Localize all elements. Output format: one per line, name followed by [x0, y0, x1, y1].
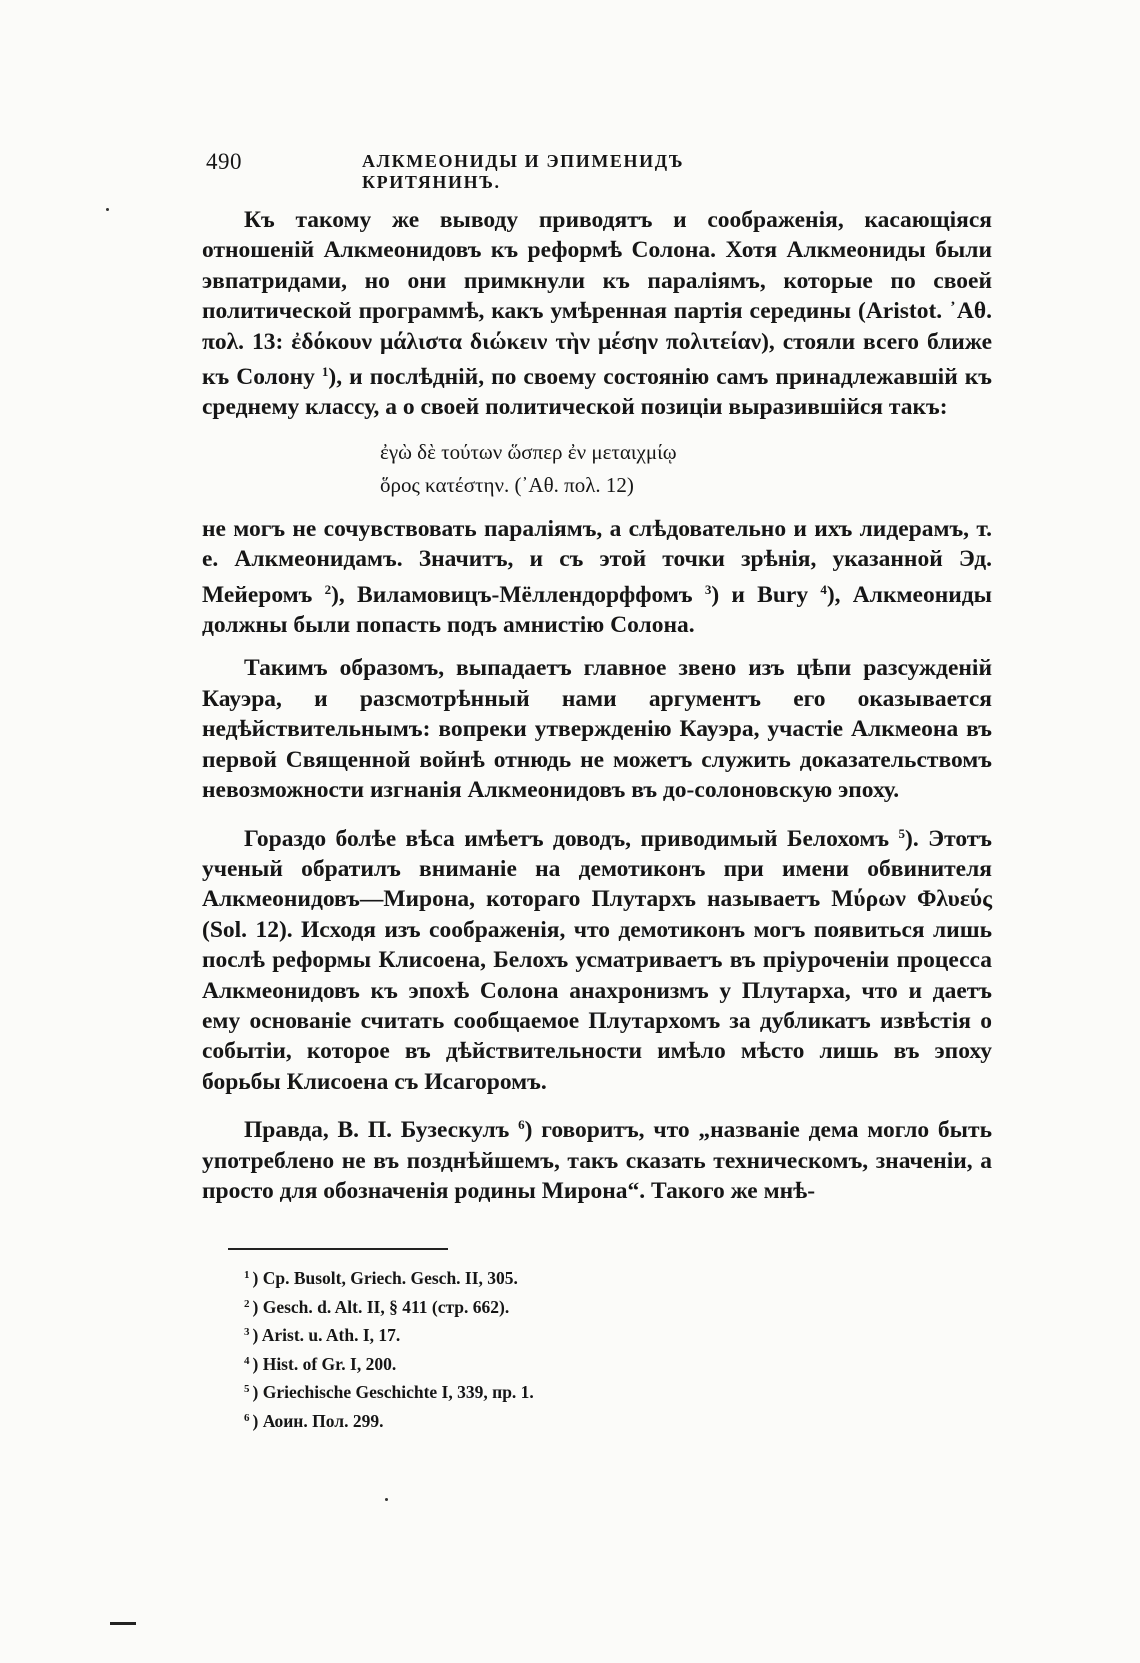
- footnote-ref-5[interactable]: 5: [898, 825, 906, 841]
- scan-margin-mark: [110, 1622, 136, 1625]
- footnote-1: $^1$ ) Ср. Busolt, Griech. Gesch. II, 305.: [244, 1268, 518, 1288]
- paragraph-2: не могъ не сочувствовать параліямъ, а слѣдовательно и ихъ лидерамъ, т. е. Алкмеонидамъ. Значитъ, и съ этой точки зрѣнія, указанной Эд. Мейеромъ $^2$), Виламовицъ-Мёллендорффомъ $^3$) и Bury $^4$), Алкмеониды должны были попасть подъ амнистію Солона.: [202, 515, 993, 639]
- footnote-2: $^2$ ) Gesch. d. Alt. II, § 411 (стр. 662).: [244, 1296, 510, 1317]
- footnote-ref-2[interactable]: 2: [324, 581, 332, 597]
- footnote-divider: [228, 1248, 448, 1250]
- paragraph-4: Гораздо болѣе вѣса имѣетъ доводъ, приводимый Белохомъ $^5$). Этотъ ученый обратилъ вниманіе на демотиконъ при имени обвинителя Алкмеонидовъ—Мирона, котораго Плутархъ называетъ Μύρων Φλυεύς (Sol. 12). Исходя изъ соображенія, что демотиконъ могъ появиться лишь послѣ реформы Клисоена, Белохъ усматриваетъ въ пріуроченіи процесса Алкмеонидовъ къ эпохѣ Солона анахронизмъ у Плутарха, что и даетъ ему основаніе считать сообщаемое Плутархомъ за дубликатъ извѣстія о событіи, которое въ дѣйствительности имѣло мѣсто лишь въ эпоху борьбы Клисоена съ Исагоромъ.: [202, 825, 993, 1095]
- footnote-6: $^6$ ) Аоин. Пол. 299.: [244, 1410, 384, 1431]
- main-text: [202, 205, 992, 1219]
- footnote-5: $^5$ ) Griechische Geschichte I, 339, пр. 1.: [244, 1382, 534, 1402]
- footnote-3: $^3$ ) Arist. u. Ath. I, 17.: [244, 1325, 401, 1345]
- paragraph-1: Къ такому же выводу приводятъ и соображенія, касающіяся отношеній Алкмеонидовъ къ реформѣ Солона. Хотя Алкмеониды были эвпатридами, но они примкнули къ параліямъ, которые по своей политической программѣ, какъ умѣренная партія середины (Aristot. ᾿Αθ. πολ. 13: ἐδόκουν μάλιστα διώκειν τὴν μέσην πολιτείαν), стояли всего ближе къ Солону $^1$), и послѣдній, по своему состоянію самъ принадлежавшій къ среднему классу, а о своей политической позиціи выразившійся такъ:: [202, 207, 992, 421]
- footnote-4: $^4$ ) Hist. of Gr. I, 200.: [244, 1353, 397, 1374]
- footnote-ref-3[interactable]: 3: [704, 581, 712, 597]
- paragraph-3: Такимъ образомъ, выпадаетъ главное звено изъ цѣпи разсужденій Кауэра, и разсмотрѣнный нами аргументъ его оказывается недѣйствительнымъ: вопреки утвержденію Кауэра, участіе Алкмеона въ первой Священной войнѣ отнюдь не можетъ служить доказательствомъ невозможности изгнанія Алкмеонидовъ въ до-солоновскую эпоху.: [202, 655, 992, 804]
- page-number: 490: [206, 149, 242, 174]
- scan-speck: [385, 1498, 388, 1501]
- scan-speck: [106, 208, 109, 211]
- running-title: АЛКМЕОНИДЫ И ЭПИМЕНИДЪ КРИТЯНИНЪ.: [362, 151, 685, 192]
- greek-line-2: ὅρος κατέστην. (᾿Αθ. πολ. 12): [380, 472, 634, 497]
- greek-quotation: [380, 436, 992, 502]
- page-header: [206, 149, 804, 192]
- footnote-ref-1[interactable]: 1: [321, 364, 329, 380]
- greek-line-1: ἐγὼ δὲ τούτων ὥσπερ ἐν μεταιχμίῳ: [380, 439, 677, 464]
- paragraph-5: Правда, В. П. Бузескулъ $^6$) говоритъ, что „названіе дема могло быть употреблено не въ позднѣйшемъ, такъ сказать техническомъ, значеніи, а просто для обозначенія родины Мирона“. Такого же мнѣ-: [202, 1117, 992, 1204]
- footnote-ref-6[interactable]: 6: [518, 1117, 525, 1133]
- footnote-ref-4[interactable]: 4: [820, 581, 827, 597]
- footnotes: [244, 1263, 844, 1434]
